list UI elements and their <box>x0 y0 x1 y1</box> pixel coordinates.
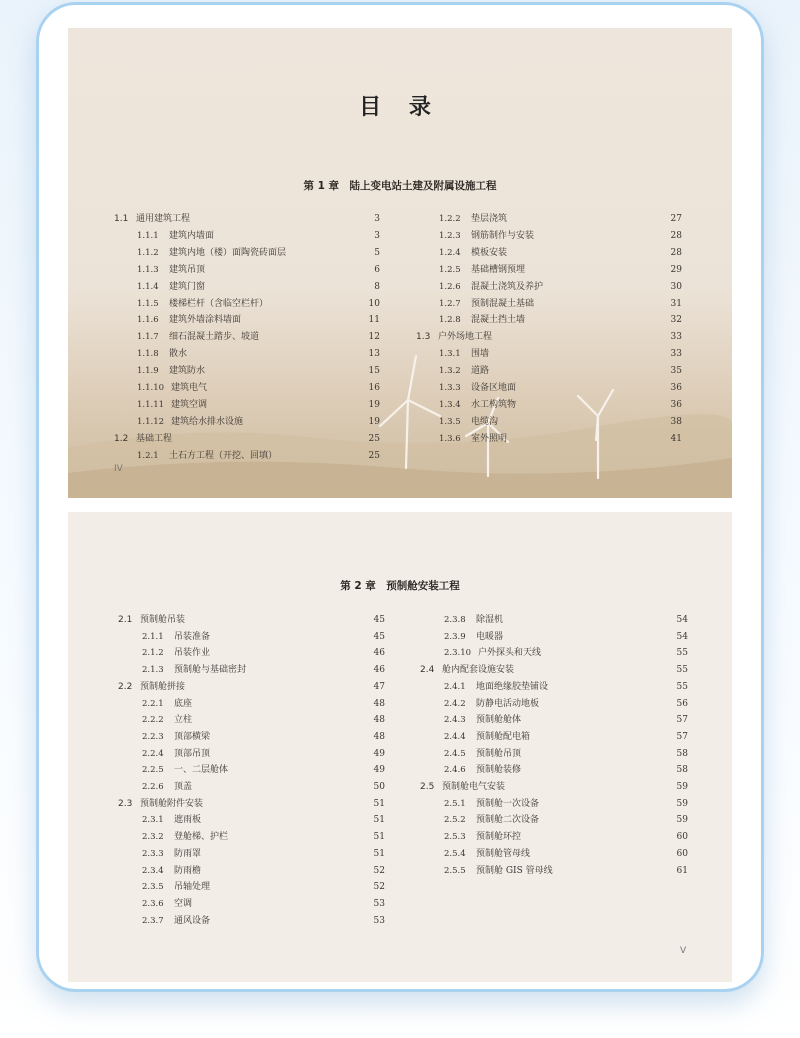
toc-entry-title: 预制舱与基础密封 <box>174 665 247 676</box>
toc-entry[interactable] <box>439 381 516 395</box>
toc-entry-title: 登舱梯、护栏 <box>174 832 229 843</box>
toc-entry-title: 垫层浇筑 <box>471 214 508 224</box>
toc-entry-page-number: 51 <box>373 832 385 843</box>
toc-entry-title: 道路 <box>471 366 490 377</box>
toc-entry[interactable] <box>439 280 543 294</box>
toc-entry-title: 水工构筑物 <box>471 399 517 410</box>
toc-entry-title: 预制舱附件安装 <box>140 798 204 809</box>
toc-entry-number: 1.1.1 <box>137 230 159 241</box>
toc-entry[interactable] <box>420 780 505 794</box>
toc-entry-number: 1.1 <box>114 214 129 224</box>
toc-entry-number: 2.3.6 <box>142 898 164 909</box>
toc-entry-title: 钢筋制作与安装 <box>471 230 535 241</box>
toc-entry-page-number: 32 <box>670 315 682 326</box>
toc-entry-number: 1.1.10 <box>137 383 165 393</box>
toc-entry-number: 1.2.7 <box>439 298 461 309</box>
toc-entry[interactable] <box>444 613 503 627</box>
toc-page-2 <box>68 512 732 982</box>
toc-entry-title: 建筑吊顶 <box>169 264 206 275</box>
toc-entry[interactable] <box>137 297 268 311</box>
toc-entry-page-number: 45 <box>373 631 385 642</box>
toc-entry-title: 楼梯栏杆（含临空栏杆） <box>169 298 269 309</box>
toc-entry-number: 2.4.6 <box>444 765 466 776</box>
toc-entry[interactable] <box>118 797 203 811</box>
toc-entry[interactable] <box>444 813 539 827</box>
toc-entry-number: 2.3 <box>118 798 133 809</box>
toc-entry[interactable] <box>137 313 241 327</box>
toc-entry[interactable] <box>439 313 525 327</box>
toc-entry-number: 1.1.8 <box>137 349 159 360</box>
toc-entry-title: 建筑门窗 <box>169 281 206 292</box>
toc-page-1 <box>68 28 732 498</box>
toc-entry[interactable] <box>137 263 205 277</box>
toc-entry-title: 预制舱吊装 <box>140 615 186 625</box>
toc-entry-number: 1.2.3 <box>439 230 461 241</box>
toc-entry-number: 2.4.1 <box>444 681 466 692</box>
toc-entry-page-number: 58 <box>676 748 688 759</box>
toc-entry-number: 1.1.3 <box>137 264 159 275</box>
toc-entry[interactable] <box>142 864 201 878</box>
toc-entry-page-number: 6 <box>374 264 380 275</box>
toc-entry-number: 2.3.4 <box>142 865 164 876</box>
toc-entry-page-number: 53 <box>373 898 385 909</box>
toc-entry-page-number: 33 <box>670 332 682 343</box>
toc-entry-page-number: 41 <box>670 433 682 444</box>
toc-entry-page-number: 58 <box>676 765 688 776</box>
toc-entry-page-number: 57 <box>676 731 688 742</box>
toc-entry-page-number: 60 <box>676 832 688 843</box>
toc-entry-title: 地面绝缘胶垫铺设 <box>476 681 549 692</box>
toc-entry-page-number: 52 <box>373 882 385 893</box>
toc-entry-page-number: 59 <box>676 782 688 792</box>
toc-entry-title: 散水 <box>169 349 188 360</box>
toc-entry[interactable] <box>137 398 207 412</box>
toc-entry-title: 预制舱一次设备 <box>476 798 540 809</box>
toc-entry-page-number: 48 <box>373 698 385 709</box>
toc-entry-number: 2.4.2 <box>444 698 466 709</box>
toc-entry-number: 1.1.11 <box>137 399 165 410</box>
toc-entry-title: 电缆沟 <box>471 416 499 427</box>
toc-entry-number: 2.3.7 <box>142 915 164 926</box>
toc-entry[interactable] <box>439 229 534 243</box>
toc-entry[interactable] <box>142 646 210 660</box>
toc-entry-page-number: 33 <box>670 349 682 360</box>
toc-entry-page-number: 8 <box>374 281 380 292</box>
toc-entry-number: 2.2 <box>118 681 133 692</box>
toc-entry[interactable] <box>114 212 190 226</box>
toc-entry[interactable] <box>137 449 277 463</box>
toc-entry-page-number: 19 <box>368 416 380 427</box>
toc-entry-number: 2.3.2 <box>142 832 164 843</box>
toc-entry[interactable] <box>142 897 192 911</box>
toc-entry-title: 吊轴处理 <box>174 882 211 893</box>
toc-entry-title: 空调 <box>174 898 193 909</box>
toc-entry-page-number: 56 <box>676 698 688 709</box>
toc-entry-title: 顶部吊顶 <box>174 748 211 759</box>
toc-entry-title: 围墙 <box>471 349 490 360</box>
toc-entry-page-number: 47 <box>373 681 385 692</box>
toc-entry-number: 2.2.6 <box>142 782 164 792</box>
toc-entry[interactable] <box>444 847 530 861</box>
toc-entry-number: 2.3.3 <box>142 848 164 859</box>
toc-entry-title: 预制混凝土基础 <box>471 298 535 309</box>
toc-entry-title: 顶盖 <box>174 782 193 792</box>
toc-entry-number: 1.2 <box>114 433 129 444</box>
toc-entry-title: 预制舱装修 <box>476 765 522 776</box>
toc-entry-page-number: 48 <box>373 731 385 742</box>
toc-entry[interactable] <box>439 297 534 311</box>
page-folio: V <box>680 946 687 956</box>
toc-entry-page-number: 57 <box>676 715 688 726</box>
toc-entry-page-number: 45 <box>373 615 385 625</box>
toc-entry-page-number: 46 <box>373 665 385 676</box>
toc-entry-title: 户外探头和天线 <box>478 648 542 659</box>
toc-entry-number: 2.3.8 <box>444 615 466 625</box>
toc-entry[interactable] <box>439 212 507 226</box>
toc-entry[interactable] <box>416 330 492 344</box>
toc-entry-number: 1.2.4 <box>439 247 461 258</box>
toc-entry-title: 细石混凝土踏步、坡道 <box>169 332 260 343</box>
toc-entry-title: 底座 <box>174 698 193 709</box>
toc-entry[interactable] <box>420 663 514 677</box>
toc-entry-title: 预制舱拼接 <box>140 681 186 692</box>
toc-entry-number: 2.1.1 <box>142 631 164 642</box>
chapter-heading: 第 2 章 预制舱安装工程 <box>340 580 460 592</box>
toc-entry[interactable] <box>142 914 210 928</box>
toc-entry-number: 2.2.4 <box>142 748 164 759</box>
toc-entry[interactable] <box>137 280 205 294</box>
toc-entry-title: 预制舱 GIS 管母线 <box>476 865 553 876</box>
toc-entry-page-number: 13 <box>368 349 380 360</box>
toc-entry[interactable] <box>444 830 521 844</box>
toc-entry-number: 1.1.7 <box>137 332 159 343</box>
toc-entry-number: 2.5.3 <box>444 832 466 843</box>
toc-entry-page-number: 11 <box>368 315 380 326</box>
toc-entry-page-number: 10 <box>368 298 380 309</box>
toc-entry-page-number: 51 <box>373 848 385 859</box>
toc-entry[interactable] <box>439 364 489 378</box>
toc-entry-page-number: 59 <box>676 815 688 826</box>
toc-entry-number: 2.5.5 <box>444 865 466 876</box>
toc-entry[interactable] <box>444 747 521 761</box>
toc-entry[interactable] <box>142 813 201 827</box>
toc-entry-number: 1.2.1 <box>137 450 159 461</box>
toc-entry-number: 1.1.5 <box>137 298 159 309</box>
toc-entry-number: 2.5.4 <box>444 848 466 859</box>
toc-entry[interactable] <box>439 246 507 260</box>
toc-entry[interactable] <box>142 730 210 744</box>
toc-entry[interactable] <box>142 747 210 761</box>
toc-entry[interactable] <box>142 663 246 677</box>
page-folio: IV <box>114 464 123 474</box>
toc-entry-title: 防雨罩 <box>174 848 202 859</box>
toc-entry-title: 模板安装 <box>471 247 508 258</box>
toc-entry-page-number: 5 <box>374 247 380 258</box>
toc-entry[interactable] <box>142 713 192 727</box>
toc-entry-page-number: 49 <box>373 748 385 759</box>
toc-entry[interactable] <box>142 697 192 711</box>
toc-entry-number: 1.3.6 <box>439 433 461 444</box>
toc-entry-page-number: 54 <box>676 615 688 625</box>
toc-entry-number: 2.5.1 <box>444 798 466 809</box>
toc-entry-title: 建筑内地（楼）面陶瓷砖面层 <box>169 247 287 258</box>
toc-entry-title: 预制舱管母线 <box>476 848 531 859</box>
toc-entry-title: 建筑电气 <box>171 383 208 393</box>
toc-entry[interactable] <box>118 613 185 627</box>
toc-entry-title: 土石方工程（开挖、回填） <box>169 450 278 461</box>
toc-entry[interactable] <box>137 229 214 243</box>
toc-entry-number: 2.1.2 <box>142 648 164 659</box>
toc-entry[interactable] <box>142 780 192 794</box>
toc-entry[interactable] <box>439 263 525 277</box>
toc-entry-title: 预制舱环控 <box>476 832 522 843</box>
toc-entry-title: 预制舱配电箱 <box>476 731 531 742</box>
toc-entry[interactable] <box>444 680 548 694</box>
toc-entry-number: 2.2.3 <box>142 731 164 742</box>
toc-entry-page-number: 27 <box>670 214 682 224</box>
toc-entry-number: 1.1.9 <box>137 366 159 377</box>
toc-entry-page-number: 3 <box>374 230 380 241</box>
toc-entry-page-number: 38 <box>670 416 682 427</box>
toc-entry[interactable] <box>137 381 207 395</box>
toc-entry-number: 2.2.5 <box>142 765 164 776</box>
toc-entry-page-number: 36 <box>670 383 682 393</box>
toc-title: 目 录 <box>359 95 441 120</box>
toc-entry-page-number: 36 <box>670 399 682 410</box>
toc-entry-title: 预制舱电气安装 <box>442 782 506 792</box>
toc-entry-page-number: 60 <box>676 848 688 859</box>
toc-entry-page-number: 50 <box>373 782 385 792</box>
toc-entry-number: 2.4.5 <box>444 748 466 759</box>
toc-entry-title: 户外场地工程 <box>438 332 493 343</box>
toc-entry-page-number: 52 <box>373 865 385 876</box>
toc-entry[interactable] <box>444 697 539 711</box>
toc-entry[interactable] <box>137 246 286 260</box>
toc-entry-title: 防雨檐 <box>174 865 202 876</box>
toc-entry[interactable] <box>444 646 541 660</box>
toc-entry-number: 1.3 <box>416 332 431 343</box>
toc-entry-number: 2.4.3 <box>444 715 466 726</box>
toc-entry-number: 1.2.2 <box>439 214 461 224</box>
toc-entry-title: 建筑空调 <box>171 399 208 410</box>
toc-entry-number: 2.5.2 <box>444 815 466 826</box>
toc-entry-number: 2.1.3 <box>142 665 164 676</box>
toc-entry-title: 电暖器 <box>476 631 504 642</box>
toc-entry-number: 2.5 <box>420 782 435 792</box>
toc-entry-number: 1.3.1 <box>439 349 461 360</box>
toc-entry-number: 1.1.6 <box>137 315 159 326</box>
toc-entry-page-number: 12 <box>368 332 380 343</box>
toc-entry-title: 吊装准备 <box>174 631 211 642</box>
toc-entry[interactable] <box>142 763 228 777</box>
toc-entry[interactable] <box>444 763 521 777</box>
toc-entry-title: 通风设备 <box>174 915 211 926</box>
toc-entry-page-number: 55 <box>676 665 688 676</box>
toc-entry-page-number: 53 <box>373 915 385 926</box>
toc-entry-title: 混凝土挡土墙 <box>471 315 526 326</box>
toc-entry-title: 建筑内墙面 <box>169 230 215 241</box>
toc-entry-title: 基础槽钢预埋 <box>471 264 526 275</box>
toc-entry[interactable] <box>444 797 539 811</box>
toc-entry-number: 2.4.4 <box>444 731 466 742</box>
toc-entry[interactable] <box>444 864 553 878</box>
toc-entry-title: 建筑给水排水设施 <box>171 416 244 427</box>
toc-entry-page-number: 19 <box>368 399 380 410</box>
toc-entry-number: 1.3.2 <box>439 366 461 377</box>
toc-entry-number: 2.3.5 <box>142 882 164 893</box>
toc-entry-title: 吊装作业 <box>174 648 211 659</box>
toc-entry[interactable] <box>439 432 507 446</box>
toc-entry[interactable] <box>137 415 243 429</box>
toc-entry[interactable] <box>114 432 172 446</box>
toc-entry-title: 立柱 <box>174 715 193 726</box>
toc-entry-page-number: 59 <box>676 798 688 809</box>
toc-entry-page-number: 3 <box>374 214 380 224</box>
toc-entry-page-number: 25 <box>368 433 380 444</box>
toc-entry-page-number: 51 <box>373 815 385 826</box>
toc-entry-page-number: 55 <box>676 648 688 659</box>
toc-entry-number: 2.4 <box>420 665 435 676</box>
toc-entry-number: 2.3.9 <box>444 631 466 642</box>
toc-entry-page-number: 31 <box>670 298 682 309</box>
toc-entry-page-number: 30 <box>670 281 682 292</box>
toc-entry-number: 1.3.3 <box>439 383 461 393</box>
toc-entry-title: 室外照明 <box>471 433 508 444</box>
toc-entry-page-number: 15 <box>368 366 380 377</box>
toc-entry-title: 基础工程 <box>136 433 173 444</box>
toc-entry[interactable] <box>439 398 516 412</box>
toc-entry-number: 2.1 <box>118 615 133 625</box>
toc-entry-number: 1.1.12 <box>137 416 165 427</box>
toc-entry-page-number: 29 <box>670 264 682 275</box>
toc-entry-number: 1.2.8 <box>439 315 461 326</box>
toc-entry-page-number: 28 <box>670 230 682 241</box>
toc-entry-number: 1.1.2 <box>137 247 159 258</box>
toc-entry[interactable] <box>142 880 210 894</box>
toc-entry-number: 1.2.6 <box>439 281 461 292</box>
toc-entry[interactable] <box>118 680 185 694</box>
toc-entry[interactable] <box>439 415 498 429</box>
toc-entry-page-number: 16 <box>368 383 380 393</box>
toc-entry-number: 1.1.4 <box>137 281 159 292</box>
toc-entry-title: 舱内配套设施安装 <box>442 665 515 676</box>
toc-entry-page-number: 51 <box>373 798 385 809</box>
toc-entry-number: 1.3.4 <box>439 399 461 410</box>
toc-entry-number: 2.2.1 <box>142 698 164 709</box>
toc-entry[interactable] <box>444 713 521 727</box>
toc-entry-title: 设备区地面 <box>471 383 517 393</box>
toc-entry-title: 一、二层舱体 <box>174 765 229 776</box>
toc-entry[interactable] <box>142 630 210 644</box>
toc-entry[interactable] <box>137 347 187 361</box>
toc-entry-page-number: 25 <box>368 450 380 461</box>
toc-entry[interactable] <box>142 847 201 861</box>
chapter-heading: 第 1 章 陆上变电站土建及附属设施工程 <box>303 180 497 192</box>
toc-entry-title: 建筑外墙涂料墙面 <box>169 315 242 326</box>
toc-entry[interactable] <box>439 347 489 361</box>
toc-entry-page-number: 55 <box>676 681 688 692</box>
toc-entry-number: 1.3.5 <box>439 416 461 427</box>
toc-entry-page-number: 49 <box>373 765 385 776</box>
toc-entry-number: 2.3.1 <box>142 815 164 826</box>
toc-entry-number: 2.2.2 <box>142 715 164 726</box>
toc-entry-page-number: 46 <box>373 648 385 659</box>
toc-entry-page-number: 54 <box>676 631 688 642</box>
toc-entry-page-number: 48 <box>373 715 385 726</box>
toc-entry-title: 预制舱二次设备 <box>476 815 540 826</box>
toc-entry-title: 通用建筑工程 <box>136 214 191 224</box>
toc-entry-title: 建筑防水 <box>169 366 206 377</box>
toc-entry-page-number: 61 <box>676 865 688 876</box>
toc-entry-number: 2.3.10 <box>444 648 472 659</box>
toc-entry-title: 除湿机 <box>476 615 504 625</box>
toc-entry[interactable] <box>444 730 530 744</box>
toc-entry-title: 预制舱舱体 <box>476 715 522 726</box>
toc-entry-page-number: 28 <box>670 247 682 258</box>
toc-entry-title: 混凝土浇筑及养护 <box>471 281 544 292</box>
toc-entry-title: 遮雨板 <box>174 815 202 826</box>
toc-entry-number: 1.2.5 <box>439 264 461 275</box>
toc-entry-title: 防静电活动地板 <box>476 698 540 709</box>
toc-entry[interactable] <box>142 830 228 844</box>
toc-entry[interactable] <box>444 630 503 644</box>
toc-entry-title: 顶部横梁 <box>174 731 211 742</box>
toc-entry[interactable] <box>137 330 259 344</box>
toc-entry-page-number: 35 <box>670 366 682 377</box>
toc-entry-title: 预制舱吊顶 <box>476 748 522 759</box>
toc-entry[interactable] <box>137 364 205 378</box>
